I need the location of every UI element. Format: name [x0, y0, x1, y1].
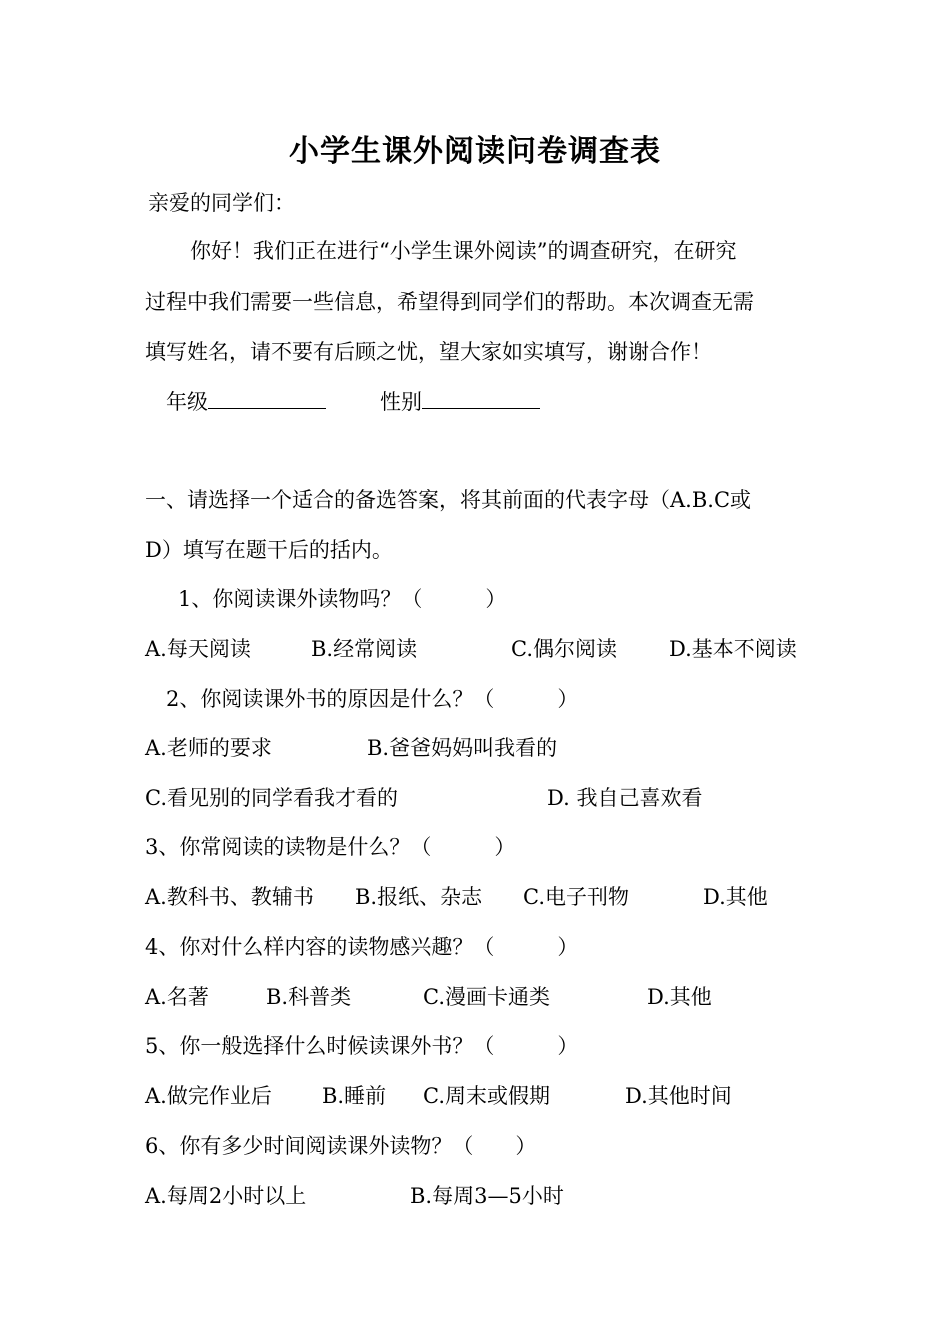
question-4-option-c: C.漫画卡通类: [423, 985, 550, 1009]
section-instruction-line-2: D）填写在题干后的括内。: [145, 538, 393, 562]
question-4-option-d: D.其他: [647, 985, 712, 1009]
question-4-option-a: A.名著: [145, 985, 209, 1009]
question-2-option-b: B.爸爸妈妈叫我看的: [367, 736, 558, 760]
question-1-option-c: C.偶尔阅读: [511, 637, 617, 661]
section-instruction-line-1: 一、请选择一个适合的备选答案，将其前面的代表字母（A.B.C或: [145, 488, 752, 512]
question-2: 2、你阅读课外书的原因是什么？（ ）: [166, 687, 579, 711]
intro-line-3: 填写姓名，请不要有后顾之忧，望大家如实填写，谢谢合作！: [145, 340, 712, 364]
gender-label: 性别: [380, 390, 422, 414]
question-5-option-a: A.做完作业后: [145, 1084, 272, 1108]
question-5-option-b: B.睡前: [322, 1084, 387, 1108]
question-4: 4、你对什么样内容的读物感兴趣？（ ）: [145, 935, 579, 959]
question-2-option-d: D. 我自己喜欢看: [547, 786, 703, 810]
question-6-option-a: A.每周2小时以上: [145, 1184, 307, 1208]
question-3-option-c: C.电子刊物: [523, 885, 629, 909]
question-4-option-b: B.科普类: [266, 985, 352, 1009]
question-2-option-c: C.看见别的同学看我才看的: [145, 786, 398, 810]
grade-field: [166, 390, 326, 413]
question-5: 5、你一般选择什么时候读课外书？（ ）: [145, 1034, 579, 1058]
intro-line-1: 你好！我们正在进行“小学生课外阅读”的调查研究，在研究: [190, 239, 737, 263]
question-5-option-d: D.其他时间: [625, 1084, 732, 1108]
question-6-option-b: B.每周3—5小时: [410, 1184, 564, 1208]
grade-blank[interactable]: [208, 390, 326, 409]
document-title: 小学生课外阅读问卷调查表: [289, 134, 661, 169]
question-5-option-c: C.周末或假期: [423, 1084, 550, 1108]
grade-label: 年级: [166, 390, 208, 414]
greeting: 亲爱的同学们：: [148, 191, 295, 215]
question-3-option-a: A.教科书、教辅书: [145, 885, 314, 909]
question-1: 1、你阅读课外读物吗？（ ）: [178, 587, 507, 611]
question-3-option-d: D.其他: [703, 885, 768, 909]
question-1-option-a: A.每天阅读: [145, 637, 251, 661]
question-3-option-b: B.报纸、杂志: [355, 885, 483, 909]
gender-blank[interactable]: [422, 390, 540, 409]
question-2-option-a: A.老师的要求: [145, 736, 272, 760]
intro-line-2: 过程中我们需要一些信息，希望得到同学们的帮助。本次调查无需: [145, 290, 754, 314]
question-6: 6、你有多少时间阅读课外读物？（ ）: [145, 1134, 537, 1158]
gender-field: [380, 390, 540, 413]
question-1-option-d: D.基本不阅读: [669, 637, 797, 661]
question-1-option-b: B.经常阅读: [311, 637, 418, 661]
question-3: 3、你常阅读的读物是什么？（ ）: [145, 835, 516, 859]
